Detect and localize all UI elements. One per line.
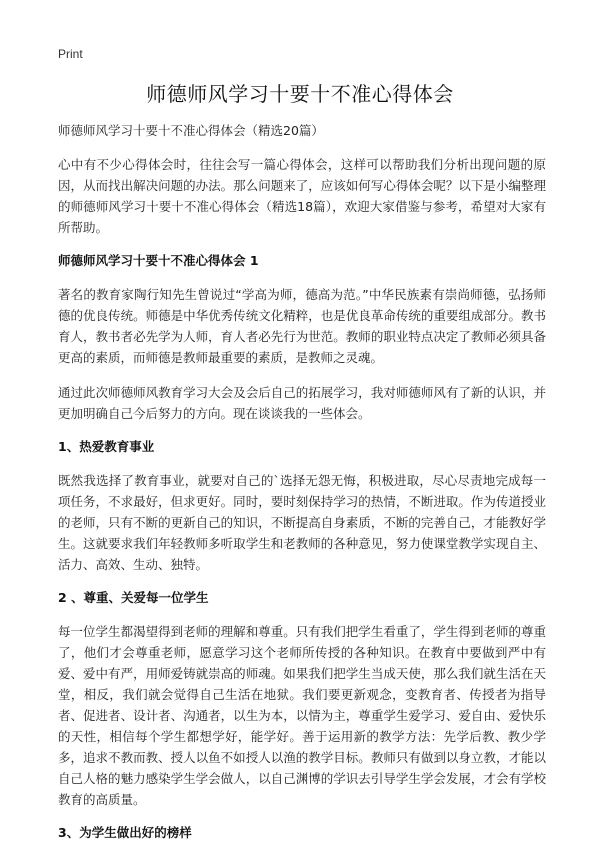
paragraph: 既然我选择了教育事业，就要对自己的`选择无怨无悔，积极进取，尽心尽责地完成每一项任务，不求最好，但求更好。同时，要时刻保持学习的热情，不断进取。作为传道授业的老师，只有不断的更新自己的知识，不断提高自身素质，不断的完善自己，才能教好学生。这就要求我们年轻教师多听取学生和老教师的各种意见，努力使课堂教学实现自主、活力、高效、生动、独特。 <box>58 473 546 572</box>
document-title: 师德师风学习十要十不准心得体会 <box>146 82 454 106</box>
section-heading-respect-students: 2 、尊重、关爱每一位学生 <box>58 590 209 605</box>
document-body <box>58 122 546 856</box>
section-heading-role-model: 3、为学生做出好的榜样 <box>58 825 192 840</box>
paragraph: 著名的教育家陶行知先生曾说过“学高为师，德高为范。”中华民族素有崇尚师德，弘扬师德的优良传统。师德是中华优秀传统文化精粹，也是优良革命传统的重要组成部分。教书育人，教书者必先学为人师，育人者必先行为世范。教师的职业特点决定了教师必须具备更高的素质，而师德是教师最重要的素质，是教师之灵魂。 <box>58 287 546 365</box>
section-heading-love-education: 1、热爱教育事业 <box>58 439 155 454</box>
paragraph: 通过此次师德师风教育学习大会及会后自己的拓展学习，我对师德师风有了新的认识，并更加明确自己今后努力的方向。现在谈谈我的一些体会。 <box>58 385 546 421</box>
document-subtitle: 师德师风学习十要十不准心得体会（精选20篇） <box>58 123 324 138</box>
print-link[interactable]: Print <box>58 47 83 61</box>
intro-paragraph: 心中有不少心得体会时，往往会写一篇心得体会，这样可以帮助我们分析出现问题的原因，从而找出解决问题的办法。那么问题来了，应该如何写心得体会呢？以下是小编整理的师德师风学习十要十不准心得体会（精选18篇），欢迎大家借鉴与参考，希望对大家有所帮助。 <box>58 157 546 235</box>
article-heading: 师德师风学习十要十不准心得体会 1 <box>58 253 259 268</box>
paragraph: 每一位学生都渴望得到老师的理解和尊重。只有我们把学生看重了，学生得到老师的尊重了，他们才会尊重老师，愿意学习这个老师所传授的各种知识。在教育中要做到严中有爱、爱中有严，用师爱铸就崇高的师魂。如果我们把学生当成天使，那么我们就生活在天堂，相反，我们就会觉得自己生活在地狱。我们要更新观念，变教育者、传授者为指导者、促进者、设计者、沟通者，以生为本，以情为主，尊重学生爱学习、爱自由、爱快乐的天性，相信每个学生都想学好，能学好。善于运用新的教学方法：先学后教、教少学多，追求不教而教、授人以鱼不如授人以渔的教学目标。教师只有做到以身立教，才能以自己人格的魅力感染学生学会做人，以自己渊博的学识去引导学生学会发展，才会有学校教育的高质量。 <box>58 624 546 807</box>
